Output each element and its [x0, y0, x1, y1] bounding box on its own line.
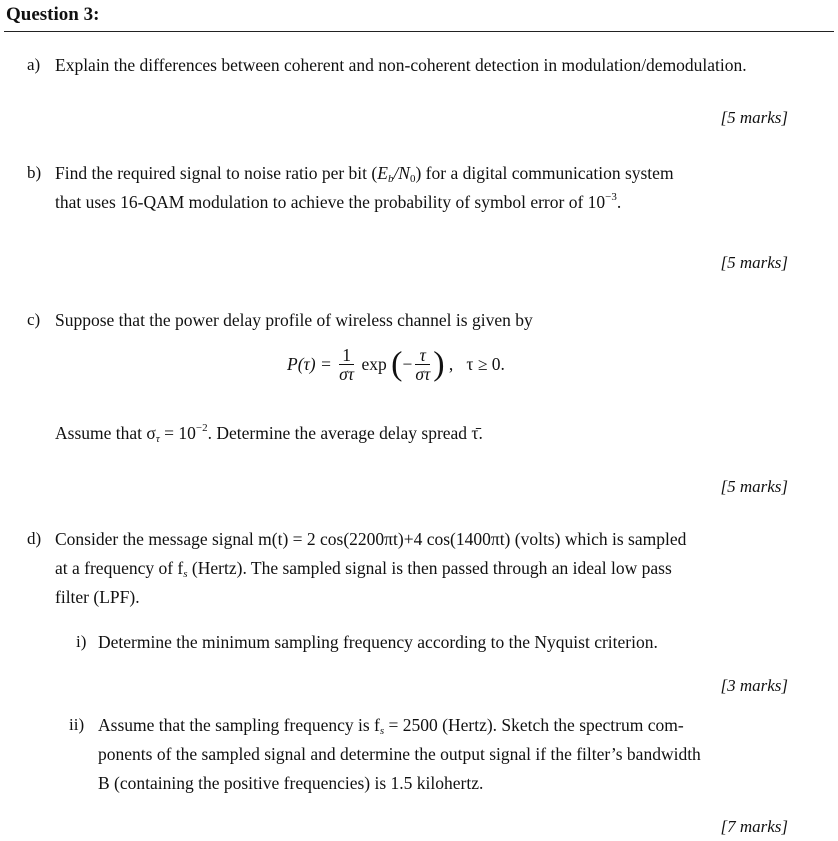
ratio-zero: 0 — [409, 173, 416, 185]
part-c-intro: Suppose that the power delay profile of wireless channel is given by — [55, 310, 533, 330]
eq-fraction — [339, 346, 354, 383]
eq-minus: − — [402, 354, 413, 374]
part-d-line2-sub: s — [183, 568, 188, 580]
part-d-line2 — [55, 558, 672, 580]
assume-pre: Assume that σ — [55, 423, 156, 443]
ratio-n: /N — [393, 163, 410, 183]
part-d-i-marks: [3 marks] — [720, 676, 788, 695]
part-b-marks: [5 marks] — [720, 253, 788, 272]
title-underline — [4, 31, 834, 32]
eq-exp: exp — [361, 354, 387, 374]
part-c-assume — [55, 422, 483, 445]
part-b-label: b) — [27, 163, 42, 182]
eq-fraction-den: στ — [339, 364, 355, 384]
assume-post: . Determine the average delay spread τ̄. — [207, 423, 483, 443]
assume-exponent: −2 — [195, 422, 208, 434]
eq-inner-fraction — [415, 346, 430, 383]
part-d-ii-line1-post: = 2500 (Hertz). Sketch the spectrum com- — [384, 715, 684, 735]
part-c-marks: [5 marks] — [720, 477, 788, 496]
part-d-i-text: Determine the minimum sampling frequency according to the Nyquist criterion. — [98, 632, 658, 652]
part-d-line3: filter (LPF). — [55, 587, 140, 607]
part-d-ii-line3: B (containing the positive frequencies) is 1.5 kilohertz. — [98, 773, 484, 793]
assume-sub: τ — [155, 433, 160, 445]
eq-close-paren: ) — [433, 345, 445, 383]
eq-inner-den: στ — [415, 364, 431, 384]
part-b-line1-post: ) for a digital communication system — [415, 163, 674, 183]
part-d-ii-line1-pre: Assume that the sampling frequency is f — [98, 715, 380, 735]
part-b-exponent: −3 — [605, 191, 617, 203]
delay-profile-equation — [287, 346, 505, 383]
part-d-line2-pre: at a frequency of f — [55, 558, 184, 578]
eq-inner-num: τ — [415, 346, 430, 365]
part-d-ii-line1-sub: s — [379, 725, 385, 737]
ratio-b: b — [387, 173, 394, 185]
assume-mid: = 10 — [159, 423, 196, 443]
eq-open-paren: ( — [391, 345, 403, 383]
part-d-i-label: i) — [76, 632, 87, 651]
part-c-label: c) — [27, 310, 41, 329]
part-d-line2-post: (Hertz). The sampled signal is then passed through an ideal low pass — [187, 558, 672, 578]
part-a-label: a) — [27, 55, 41, 74]
eq-fraction-num: 1 — [339, 346, 354, 365]
part-a-marks: [5 marks] — [720, 108, 788, 127]
eq-condition: , τ ≥ 0. — [448, 354, 505, 374]
part-d-ii-marks: [7 marks] — [720, 817, 788, 836]
part-d-ii-label: ii) — [69, 715, 85, 734]
ratio-e: E — [377, 163, 388, 183]
part-a-text: Explain the differences between coherent and non-coherent detection in modulation/demodulation. — [55, 55, 747, 75]
part-b-line2-post: . — [616, 192, 622, 212]
part-b-line2-pre: that uses 16-QAM modulation to achieve the probability of symbol error of 10 — [55, 192, 606, 212]
part-b-line1-pre: Find the required signal to noise ratio per bit ( — [55, 163, 378, 183]
part-d-ii-line1 — [98, 715, 684, 737]
part-d-line1: Consider the message signal m(t) = 2 cos(2200πt)+4 cos(1400πt) (volts) which is sampled — [55, 529, 687, 549]
part-b-line2 — [55, 191, 621, 213]
part-d-ii-line2: ponents of the sampled signal and determine the output signal if the filter’s bandwidth — [98, 744, 701, 764]
part-b-line1 — [55, 163, 674, 185]
part-d-label: d) — [27, 529, 42, 548]
question-title: Question 3: — [6, 4, 100, 25]
eq-lhs: P(τ) = — [287, 354, 332, 374]
